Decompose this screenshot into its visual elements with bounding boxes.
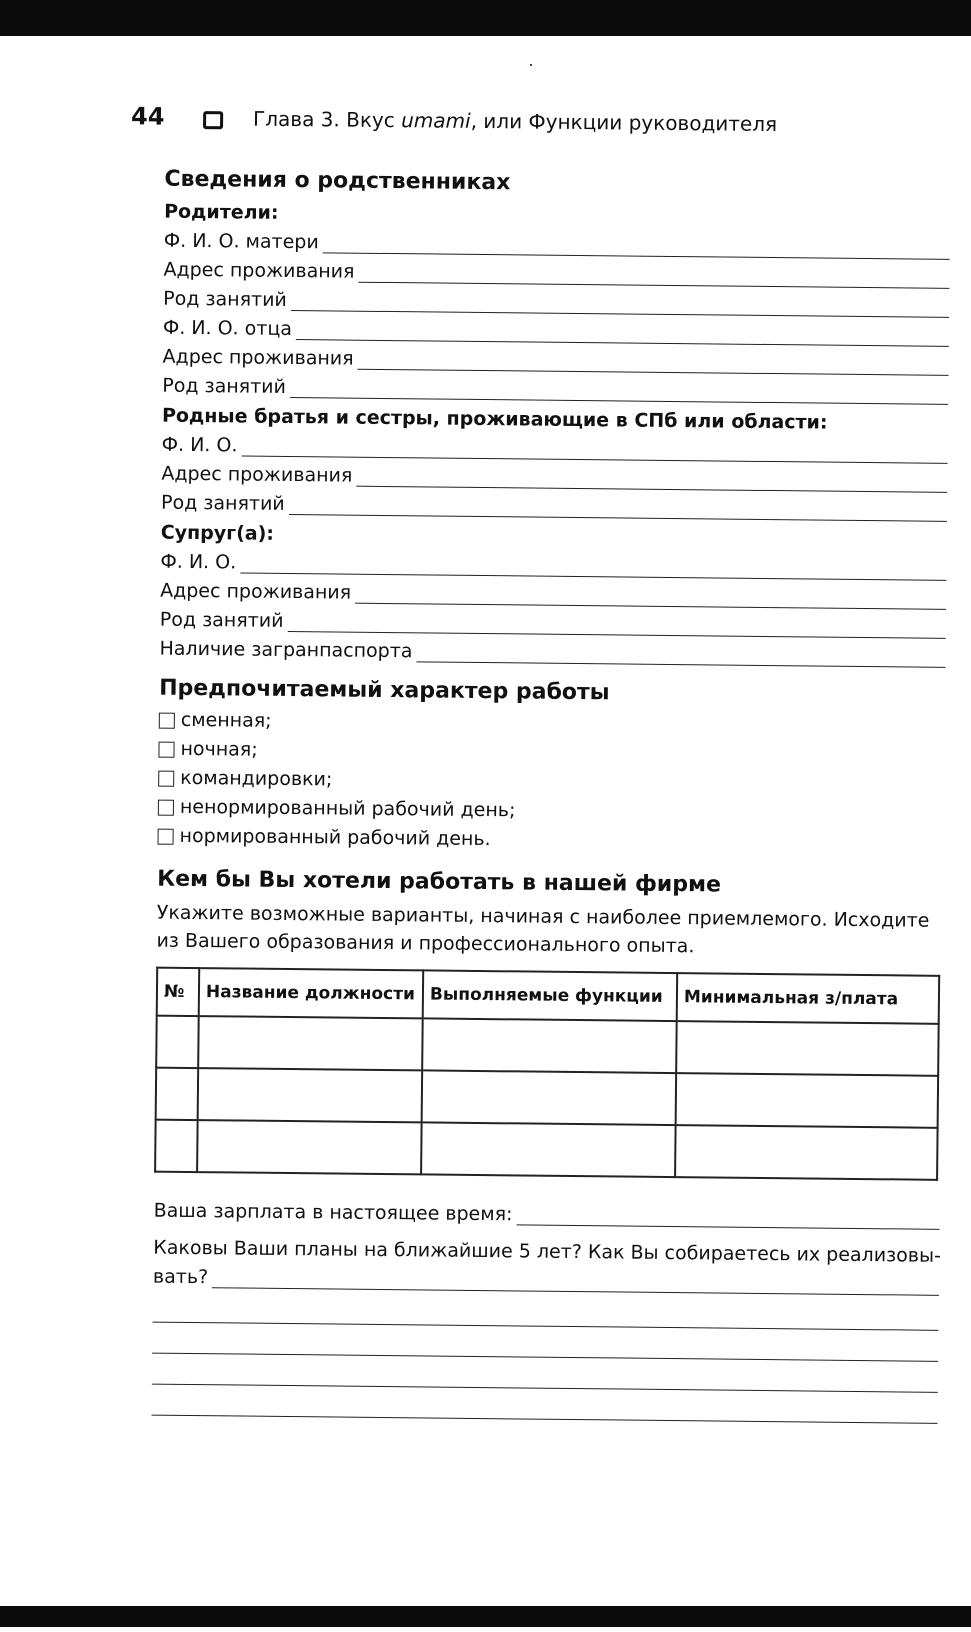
field-label: Род занятий (163, 287, 287, 311)
field-label: Род занятий (160, 491, 285, 515)
square-bullet-icon (203, 111, 223, 129)
option-label: командировки; (180, 766, 333, 791)
table-cell[interactable] (198, 1068, 423, 1122)
table-row (156, 1068, 939, 1128)
table-cell[interactable] (198, 1016, 423, 1070)
chapter-title-italic: umami (401, 108, 471, 133)
positions-table (154, 967, 940, 1181)
form-content (152, 163, 951, 1424)
field-underline (516, 1223, 939, 1229)
field-label: Ф. И. О. (160, 550, 237, 574)
table-cell[interactable] (155, 1120, 198, 1172)
field-label: Адрес проживания (162, 345, 354, 370)
table-cell[interactable] (676, 1021, 939, 1076)
table-header-row (157, 968, 939, 1024)
checkbox-icon[interactable] (159, 712, 175, 728)
table-cell[interactable] (156, 1016, 199, 1068)
page-number: 44 (130, 102, 165, 131)
table-cell[interactable] (676, 1073, 939, 1128)
field-label: Ф. И. О. (161, 433, 238, 457)
field-label: Ваша зарплата в настоящее время: (153, 1199, 513, 1226)
checkbox-icon[interactable] (158, 741, 174, 757)
option-label: ненормированный рабочий день; (179, 795, 516, 822)
column-header-position: Название должности (199, 968, 423, 1018)
table-cell[interactable] (197, 1120, 422, 1174)
siblings-heading: Родные братья и сестры, проживающие в СПб или области: (161, 404, 828, 434)
chapter-title-prefix: Глава 3. Вкус (252, 106, 402, 133)
column-header-functions: Выполняемые функции (423, 970, 677, 1021)
parents-heading: Родители: (164, 200, 279, 224)
field-label: Ф. И. О. матери (163, 229, 319, 254)
option-label: сменная; (180, 708, 272, 732)
work-type-heading: Предпочитаемый характер работы (159, 675, 610, 706)
field-label: Адрес проживания (161, 462, 353, 487)
field-label: Ф. И. О. отца (162, 316, 293, 341)
plans-question-line1: Каковы Ваши планы на ближайшие 5 лет? Как Вы собираетесь их реализовы- (153, 1236, 942, 1267)
column-header-number: № (157, 968, 200, 1016)
table-cell[interactable] (675, 1125, 938, 1180)
positions-description: Укажите возможные варианты, начиная с наиболее приемлемого. Исходите из Вашего образования и профессионального опыта. (156, 901, 930, 958)
spouse-heading: Супруг(а): (160, 521, 275, 545)
table-row (156, 1016, 939, 1076)
checkbox-icon[interactable] (158, 799, 174, 815)
field-label: Род занятий (159, 608, 284, 632)
option-label: нормированный рабочий день. (179, 824, 491, 851)
running-header (131, 102, 777, 137)
table-row (155, 1120, 938, 1180)
column-header-salary: Минимальная з/плата (677, 973, 939, 1024)
field-label: Наличие загранпаспорта (159, 637, 413, 663)
chapter-title-suffix: , или Функции руководителя (470, 108, 778, 137)
checkbox-icon[interactable] (158, 770, 174, 786)
field-label: Род занятий (162, 374, 287, 398)
table-cell[interactable] (421, 1122, 676, 1177)
field-label: Адрес проживания (163, 258, 355, 283)
table-cell[interactable] (422, 1070, 677, 1125)
relatives-heading: Сведения о родственниках (164, 166, 511, 196)
checkbox-icon[interactable] (158, 828, 174, 844)
table-cell[interactable] (156, 1068, 199, 1120)
table-cell[interactable] (422, 1018, 677, 1073)
field-label: Адрес проживания (160, 579, 352, 604)
positions-heading: Кем бы Вы хотели работать в нашей фирме (157, 866, 722, 898)
option-label: ночная; (180, 737, 258, 761)
scan-bottom-border (0, 1606, 971, 1627)
plans-question-line2: вать? (152, 1265, 209, 1289)
